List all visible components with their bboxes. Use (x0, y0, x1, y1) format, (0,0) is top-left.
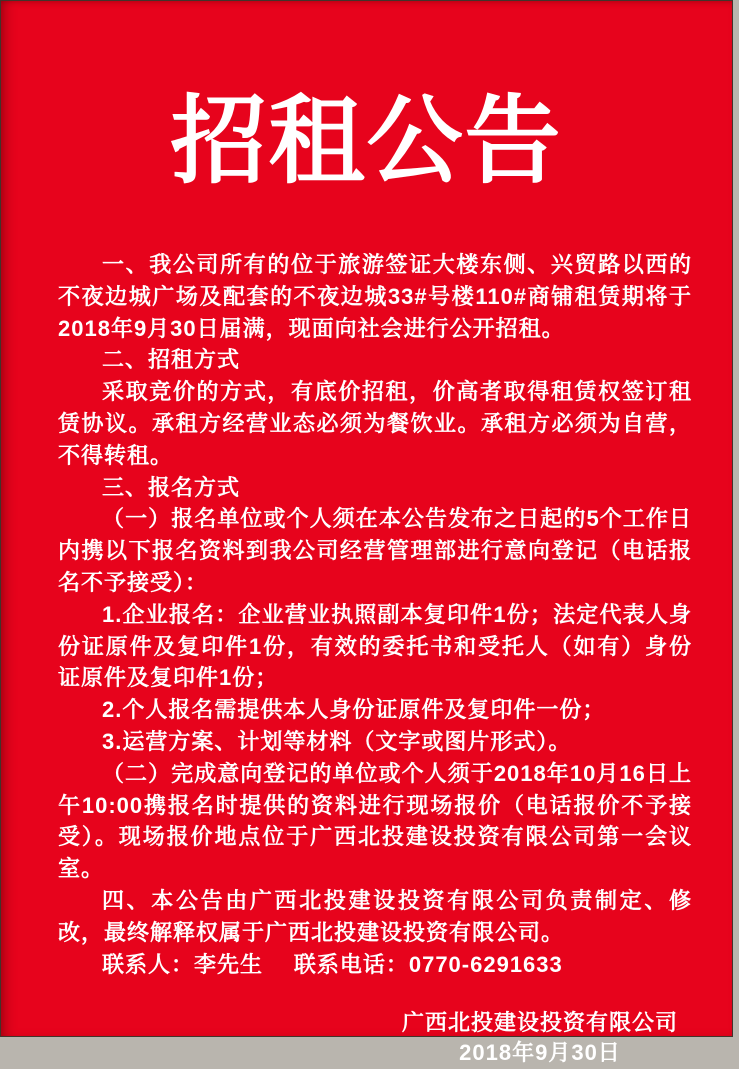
para-section4-interpretation: 四、本公告由广西北投建设投资有限公司负责制定、修改，最终解释权属于广西北投建设投资有限公司。 (58, 887, 692, 945)
para-section3-registration: （一）报名单位或个人须在本公告发布之日起的5个工作日内携以下报名资料到我公司经营管理部进行意向登记（电话报名不予接受）： (58, 506, 692, 595)
signature-inner (402, 1008, 678, 1068)
contact-phone-number: 0770-6291633 (408, 951, 563, 977)
signature-company: 广西北投建设投资有限公司 (401, 1010, 678, 1036)
heading-section2: 二、招租方式 (102, 347, 241, 373)
para-item-individual-signup: 2.个人报名需提供本人身份证原件及复印件一份； (102, 697, 606, 723)
signature-date: 2018年9月30日 (459, 1040, 621, 1066)
notice-body (58, 249, 692, 1069)
para-section3-bidding: （二）完成意向登记的单位或个人须于2018年10月16日上午10:00携报名时提供的资料进行现场报价（电话报价不予接受）。现场报价地点位于广西北投建设投资有限公司第一会议室。 (58, 760, 692, 882)
para-item-materials: 3.运营方案、计划等材料（文字或图片形式）。 (102, 728, 572, 754)
contact-line (58, 949, 692, 981)
heading-section3: 三、报名方式 (102, 474, 241, 500)
signature-block (58, 1008, 692, 1069)
poster-title: 招租公告 (170, 88, 563, 195)
para-item-company-signup: 1.企业报名：企业营业执照副本复印件1份；法定代表人身份证原件及复印件1份，有效的委托书和受托人（如有）身份证原件及复印件1份； (58, 601, 692, 691)
contact-person-label: 联系人： (102, 951, 195, 977)
contact-person-name: 李先生 (194, 951, 264, 977)
contact-phone-label: 联系电话： (293, 951, 409, 977)
para-section2-method: 采取竞价的方式，有底价招租，价高者取得租赁权签订租赁协议。承租方经营业态必须为餐饮业。承租方必须为自营，不得转租。 (58, 379, 692, 468)
para-section1-intro: 一、我公司所有的位于旅游签证大楼东侧、兴贸路以西的不夜边城广场及配套的不夜边城33#号楼110#商铺租赁期将于2018年9月30日届满，现面向社会进行公开招租。 (58, 252, 692, 341)
